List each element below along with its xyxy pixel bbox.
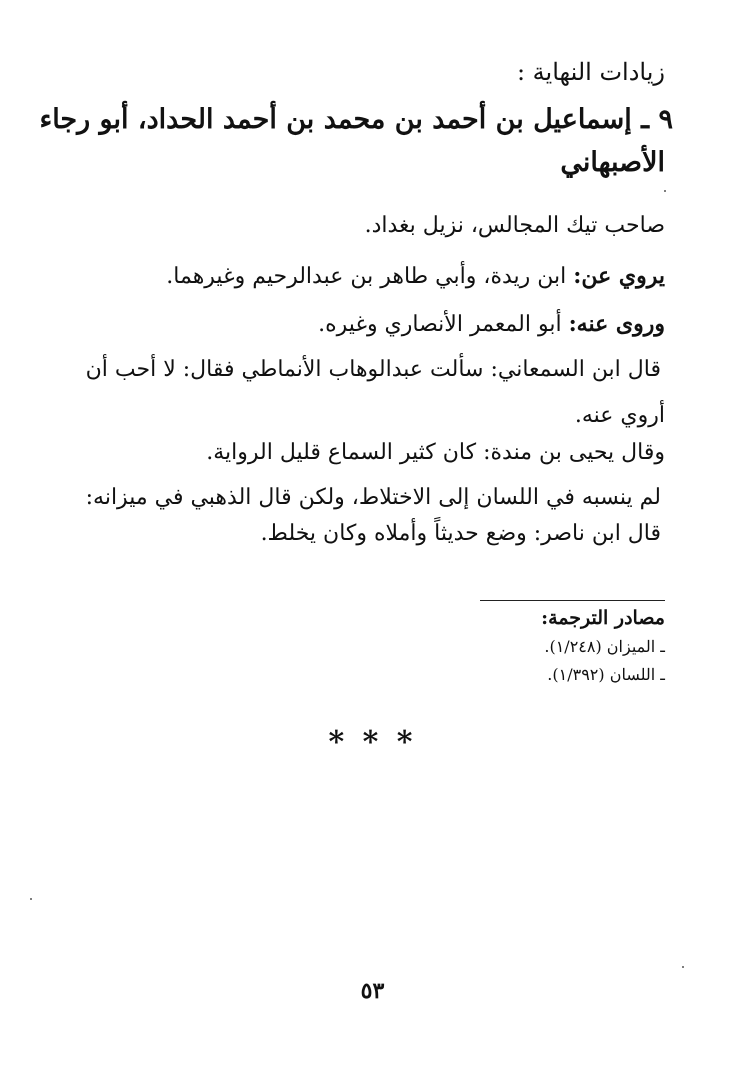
entry-paragraph-dhahabi-line-1: لم ينسبه في اللسان إلى الاختلاط، ولكن قال الذهبي في ميزانه:: [85, 485, 661, 510]
scan-speck: [664, 190, 666, 192]
entry-title-line-2: الأصبهاني: [560, 147, 665, 178]
entry-paragraph-yahya: وقال يحيى بن مندة: كان كثير السماع قليل الرواية.: [206, 440, 665, 465]
sources-heading: مصادر الترجمة:: [541, 607, 665, 629]
scan-speck: [682, 966, 684, 968]
entry-paragraph-dhahabi-line-2: قال ابن ناصر: وضع حديثاً وأملاه وكان يخلط.: [260, 521, 661, 546]
section-separator: * * *: [328, 725, 417, 760]
entry-paragraph-samani-line-2: أروي عنه.: [574, 403, 665, 428]
narrates-from-text: ابن ريدة، وأبي طاهر بن عبدالرحيم وغيرهما.: [166, 264, 574, 289]
section-heading: زيادات النهاية :: [516, 58, 665, 86]
source-item: ـ الميزان (١/٢٤٨).: [544, 637, 665, 656]
narrated-by-text: أبو المعمر الأنصاري وغيره.: [318, 312, 569, 337]
entry-paragraph-narrates-from: [166, 263, 665, 289]
narrated-by-label: وروى عنه:: [568, 311, 665, 337]
footnote-divider: [480, 600, 665, 601]
entry-paragraph-description: صاحب تيك المجالس، نزيل بغداد.: [364, 213, 665, 238]
narrates-from-label: يروي عن:: [573, 263, 665, 289]
entry-title-line-1: ٩ ـ إسماعيل بن أحمد بن محمد بن أحمد الحداد، أبو رجاء: [39, 104, 673, 135]
entry-paragraph-narrated-by: [318, 311, 665, 337]
entry-paragraph-samani-line-1: قال ابن السمعاني: سألت عبدالوهاب الأنماطي فقال: لا أحب أن: [85, 357, 661, 382]
scan-speck: [30, 898, 32, 900]
page-number: ٥٣: [360, 978, 385, 1004]
source-item: ـ اللسان (١/٣٩٢).: [547, 665, 665, 684]
